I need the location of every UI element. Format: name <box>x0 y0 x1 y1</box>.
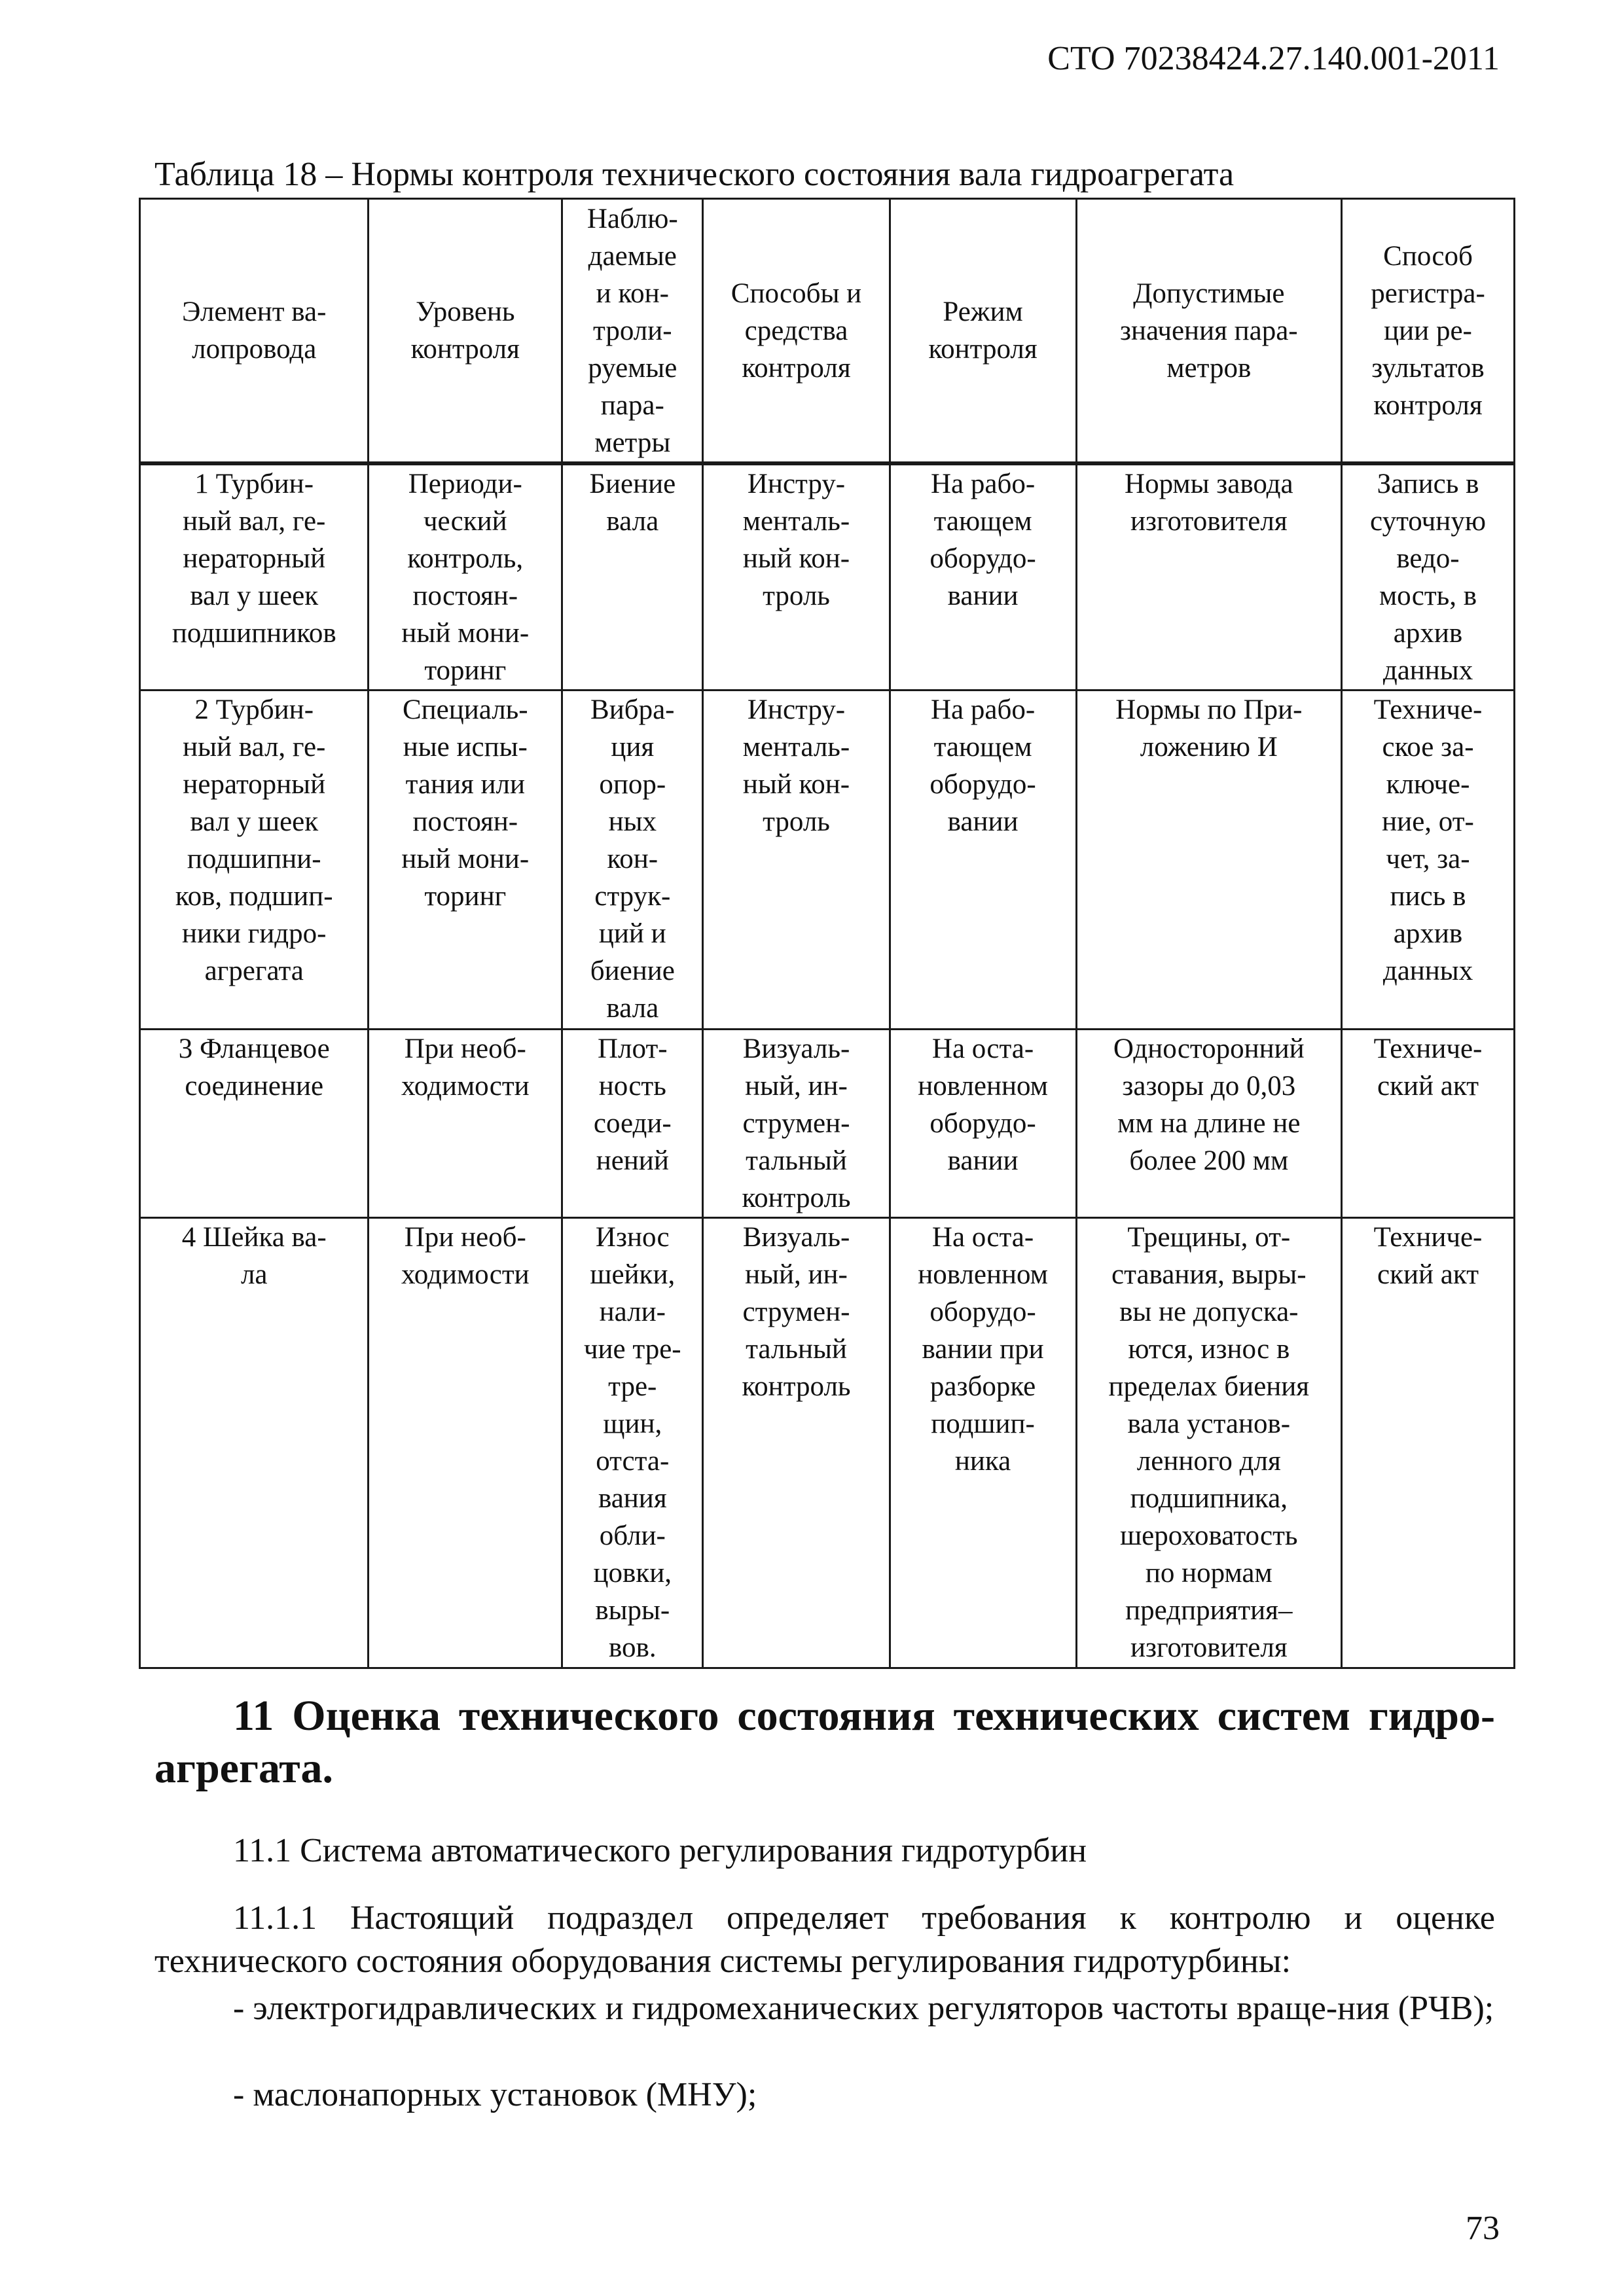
subsection-title: 11.1 Система автоматического регулирования гидротурбин <box>233 1832 1087 1869</box>
intro-paragraph: 11.1.1 Настоящий подраздел определяет требования к контролю и оценке технического состояния оборудования системы регулирования гидротурбины: <box>154 1899 1495 1980</box>
table-cell: Инстру- менталь- ный кон- троль <box>703 691 890 1030</box>
header-cell-shaft-element: Элемент ва- лопровода <box>140 199 369 464</box>
table-cell: Плот- ность соеди- нений <box>562 1030 703 1218</box>
page-number: 73 <box>1466 2210 1500 2247</box>
table-header-row <box>140 199 1515 464</box>
list-item: - электрогидравлических и гидромеханических регуляторов частоты враще-ния (РЧВ); <box>233 1990 1494 2027</box>
document-code: СТО 70238424.27.140.001-2011 <box>1047 40 1500 77</box>
table-row <box>140 691 1515 1030</box>
table-cell: Визуаль- ный, ин- струмен- тальный контроль <box>703 1030 890 1218</box>
table-cell: Нормы по При- ложению И <box>1076 691 1341 1030</box>
table-cell: Износ шейки, нали- чие тре- тре- щин, отста- вания обли- цовки, выры- вов. <box>562 1218 703 1668</box>
table-cell: 4 Шейка ва- ла <box>140 1218 369 1668</box>
table-cell: Техниче- ский акт <box>1342 1218 1515 1668</box>
table-cell: Инстру- менталь- ный кон- троль <box>703 463 890 691</box>
list-item: - маслонапорных установок (МНУ); <box>233 2076 757 2113</box>
table-cell: 3 Фланцевое соединение <box>140 1030 369 1218</box>
table-row <box>140 1030 1515 1218</box>
table-cell: Запись в суточную ведо- мость, в архив данных <box>1342 463 1515 691</box>
table-cell: Техниче- ское за- ключе- ние, от- чет, за- пись в архив данных <box>1342 691 1515 1030</box>
section-heading: 11 Оценка технического состояния технических систем гидро-агрегата. <box>154 1692 1495 1792</box>
header-cell-parameters: Наблю- даемые и кон- троли- руемые пара- метры <box>562 199 703 464</box>
table-cell: На оста- новленном оборудо- вании <box>890 1030 1076 1218</box>
norms-table <box>139 198 1515 1669</box>
table-cell: Вибра- ция опор- ных кон- струк- ций и биение вала <box>562 691 703 1030</box>
table-cell: При необ- ходимости <box>369 1218 562 1668</box>
table-cell: Односторонний зазоры до 0,03 мм на длине не более 200 мм <box>1076 1030 1341 1218</box>
header-cell-allowed-values: Допустимые значения пара- метров <box>1076 199 1341 464</box>
table-cell: 1 Турбин- ный вал, ге- нераторный вал у шеек подшипников <box>140 463 369 691</box>
table-cell: На рабо- тающем оборудо- вании <box>890 463 1076 691</box>
table-cell: Визуаль- ный, ин- струмен- тальный контроль <box>703 1218 890 1668</box>
table-cell: Трещины, от- ставания, выры- вы не допуска- ются, износ в пределах биения вала установ- ленного для подшипника, шероховатость по нормам предприятия– изготовителя <box>1076 1218 1341 1668</box>
header-cell-control-mode: Режим контроля <box>890 199 1076 464</box>
table-cell: 2 Турбин- ный вал, ге- нераторный вал у шеек подшипни- ков, подшип- ники гидро- агрегата <box>140 691 369 1030</box>
table-caption: Таблица 18 – Нормы контроля технического состояния вала гидроагрегата <box>154 156 1235 193</box>
header-cell-methods: Способы и средства контроля <box>703 199 890 464</box>
table-cell: На оста- новленном оборудо- вании при разборке подшип- ника <box>890 1218 1076 1668</box>
table-cell: Периоди- ческий контроль, постоян- ный мони- торинг <box>369 463 562 691</box>
table-cell: При необ- ходимости <box>369 1030 562 1218</box>
table-cell: Техниче- ский акт <box>1342 1030 1515 1218</box>
table-cell: Нормы завода изготовителя <box>1076 463 1341 691</box>
header-cell-registration: Способ регистра- ции ре- зультатов контроля <box>1342 199 1515 464</box>
table-row <box>140 463 1515 691</box>
table-cell: На рабо- тающем оборудо- вании <box>890 691 1076 1030</box>
header-cell-control-level: Уровень контроля <box>369 199 562 464</box>
table-cell: Специаль- ные испы- тания или постоян- ный мони- торинг <box>369 691 562 1030</box>
table-row <box>140 1218 1515 1668</box>
table-cell: Биение вала <box>562 463 703 691</box>
